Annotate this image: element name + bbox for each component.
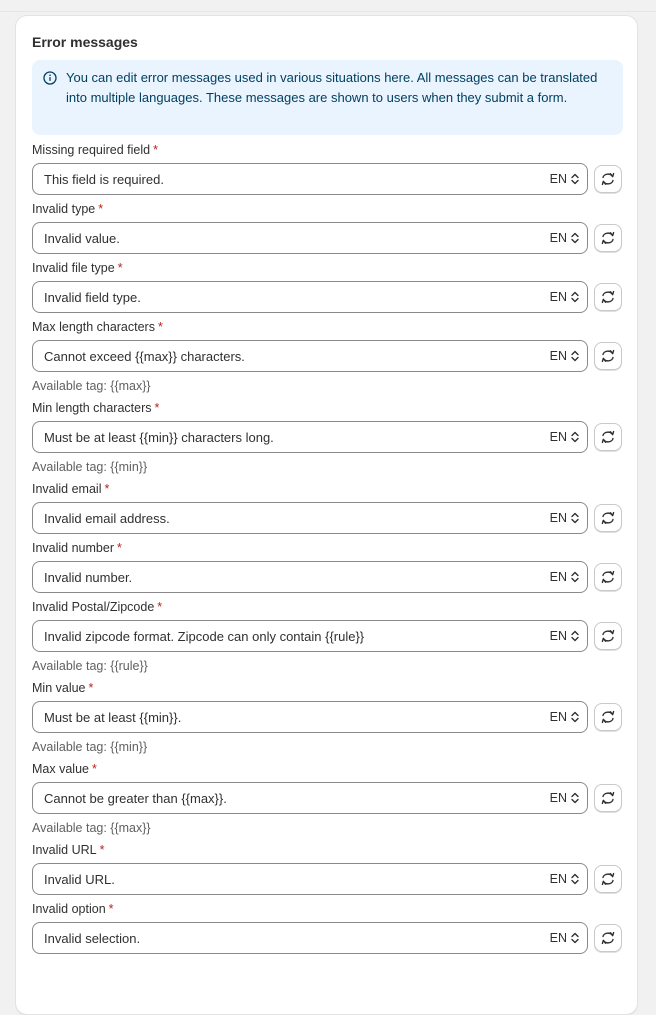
language-selector[interactable] (550, 422, 579, 452)
message-input[interactable] (33, 282, 513, 312)
error-message-fields (32, 142, 623, 960)
language-code: EN (549, 570, 567, 584)
language-selector[interactable] (550, 783, 579, 813)
available-tag-help: Available tag: {{rule}} (32, 659, 148, 673)
field-label-text: Missing required field (32, 143, 151, 157)
error-field (32, 540, 623, 593)
field-label (32, 319, 623, 335)
language-code: EN (549, 511, 567, 525)
error-field (32, 201, 623, 254)
language-code: EN (549, 629, 567, 643)
card-title: Error messages (32, 34, 138, 50)
field-label (32, 260, 623, 276)
required-marker: * (98, 202, 104, 216)
error-field (32, 481, 623, 534)
error-field (32, 842, 623, 895)
sort-chevrons-icon (571, 792, 579, 804)
message-input-wrapper (32, 701, 588, 733)
refresh-arrows-icon (600, 871, 616, 887)
language-selector[interactable] (550, 923, 579, 953)
field-label (32, 142, 623, 158)
error-messages-card (15, 15, 638, 1015)
field-row (32, 502, 623, 534)
translate-button[interactable] (594, 865, 622, 893)
sort-chevrons-icon (571, 630, 579, 642)
field-row (32, 863, 623, 895)
field-row (32, 163, 623, 195)
sort-chevrons-icon (571, 173, 579, 185)
translate-button[interactable] (594, 703, 622, 731)
message-input[interactable] (33, 164, 513, 194)
language-code: EN (549, 710, 567, 724)
info-circle-icon (43, 71, 57, 85)
field-label-text: Invalid number (32, 541, 114, 555)
translate-button[interactable] (594, 283, 622, 311)
sort-chevrons-icon (571, 350, 579, 362)
sort-chevrons-icon (571, 291, 579, 303)
refresh-arrows-icon (600, 171, 616, 187)
field-label (32, 400, 623, 416)
field-row (32, 782, 623, 814)
message-input-wrapper (32, 863, 588, 895)
language-code: EN (549, 430, 567, 444)
field-row (32, 922, 623, 954)
refresh-arrows-icon (600, 230, 616, 246)
required-marker: * (157, 600, 163, 614)
refresh-arrows-icon (600, 628, 616, 644)
field-label-text: Min length characters (32, 401, 152, 415)
message-input-wrapper (32, 502, 588, 534)
language-code: EN (549, 931, 567, 945)
field-label (32, 901, 623, 917)
field-label-text: Invalid file type (32, 261, 115, 275)
message-input-wrapper (32, 421, 588, 453)
message-input[interactable] (33, 702, 513, 732)
field-row (32, 701, 623, 733)
refresh-arrows-icon (600, 429, 616, 445)
message-input-wrapper (32, 922, 588, 954)
translate-button[interactable] (594, 342, 622, 370)
field-label-text: Invalid URL (32, 843, 97, 857)
available-tag-help: Available tag: {{min}} (32, 460, 148, 474)
message-input[interactable] (33, 864, 513, 894)
language-code: EN (549, 872, 567, 886)
message-input-wrapper (32, 222, 588, 254)
refresh-arrows-icon (600, 289, 616, 305)
field-label-text: Min value (32, 681, 86, 695)
required-marker: * (153, 143, 158, 157)
message-input-wrapper (32, 281, 588, 313)
language-selector[interactable] (550, 282, 579, 312)
translate-button[interactable] (594, 224, 622, 252)
required-marker: * (88, 681, 94, 695)
sort-chevrons-icon (571, 232, 579, 244)
field-row (32, 421, 623, 453)
translate-button[interactable] (594, 423, 622, 451)
message-input[interactable] (33, 422, 513, 452)
field-label (32, 680, 623, 696)
sort-chevrons-icon (571, 932, 579, 944)
message-input[interactable] (33, 341, 513, 371)
translate-button[interactable] (594, 622, 622, 650)
error-field (32, 761, 623, 836)
refresh-arrows-icon (600, 930, 616, 946)
message-input-wrapper (32, 340, 588, 372)
language-code: EN (549, 290, 567, 304)
field-label-text: Invalid option (32, 902, 106, 916)
available-tag-help: Available tag: {{max}} (32, 379, 151, 393)
field-row (32, 222, 623, 254)
language-selector[interactable] (550, 341, 579, 371)
field-label (32, 761, 623, 777)
language-selector[interactable] (550, 223, 579, 253)
message-input-wrapper (32, 782, 588, 814)
error-field (32, 319, 623, 394)
translate-button[interactable] (594, 504, 622, 532)
required-marker: * (108, 902, 114, 916)
sort-chevrons-icon (571, 431, 579, 443)
language-selector[interactable] (550, 702, 579, 732)
field-label-text: Invalid email (32, 482, 102, 496)
language-code: EN (549, 791, 567, 805)
field-label-text: Invalid type (32, 202, 96, 216)
message-input[interactable] (33, 223, 513, 253)
field-row (32, 281, 623, 313)
required-marker: * (99, 843, 105, 857)
error-field (32, 599, 623, 674)
refresh-arrows-icon (600, 348, 616, 364)
translate-button[interactable] (594, 165, 622, 193)
language-selector[interactable] (550, 503, 579, 533)
field-label (32, 481, 623, 497)
language-selector[interactable] (550, 864, 579, 894)
error-field (32, 142, 623, 195)
language-selector[interactable] (550, 621, 579, 651)
available-tag-help: Available tag: {{min}} (32, 740, 148, 754)
sort-chevrons-icon (571, 711, 579, 723)
available-tag-help: Available tag: {{max}} (32, 821, 151, 835)
error-field (32, 680, 623, 755)
required-marker: * (117, 541, 122, 555)
field-label-text: Invalid Postal/Zipcode (32, 600, 155, 614)
info-banner-text: You can edit error messages used in various situations here. All messages can be translated into multiple languages. These messages are shown to users when they submit a form. (66, 70, 598, 105)
error-field (32, 260, 623, 313)
translate-button[interactable] (594, 784, 622, 812)
language-code: EN (549, 172, 567, 186)
message-input-wrapper (32, 163, 588, 195)
language-code: EN (549, 349, 567, 363)
required-marker: * (91, 762, 97, 776)
required-marker: * (157, 320, 163, 334)
refresh-arrows-icon (600, 790, 616, 806)
refresh-arrows-icon (600, 709, 616, 725)
error-field (32, 901, 623, 954)
required-marker: * (117, 261, 123, 275)
message-input[interactable] (33, 783, 513, 813)
field-label-text: Max value (32, 762, 89, 776)
translate-button[interactable] (594, 924, 622, 952)
required-marker: * (154, 401, 160, 415)
required-marker: * (104, 482, 110, 496)
language-selector[interactable] (550, 164, 579, 194)
refresh-arrows-icon (600, 569, 616, 585)
field-row (32, 561, 623, 593)
field-row (32, 340, 623, 372)
message-input[interactable] (33, 923, 513, 953)
sort-chevrons-icon (571, 873, 579, 885)
translate-button[interactable] (594, 563, 622, 591)
field-label (32, 842, 623, 858)
message-input-wrapper (32, 620, 588, 652)
field-label (32, 201, 623, 217)
message-input[interactable] (33, 503, 513, 533)
message-input[interactable] (33, 562, 513, 592)
field-label (32, 599, 623, 615)
sort-chevrons-icon (571, 512, 579, 524)
message-input-wrapper (32, 561, 588, 593)
sort-chevrons-icon (571, 571, 579, 583)
top-bar (0, 0, 656, 12)
message-input[interactable] (33, 621, 513, 651)
field-row (32, 620, 623, 652)
field-label-text: Max length characters (32, 320, 155, 334)
error-field (32, 400, 623, 475)
language-selector[interactable] (550, 562, 579, 592)
refresh-arrows-icon (600, 510, 616, 526)
language-code: EN (549, 231, 567, 245)
info-banner (32, 60, 623, 135)
field-label (32, 540, 623, 556)
